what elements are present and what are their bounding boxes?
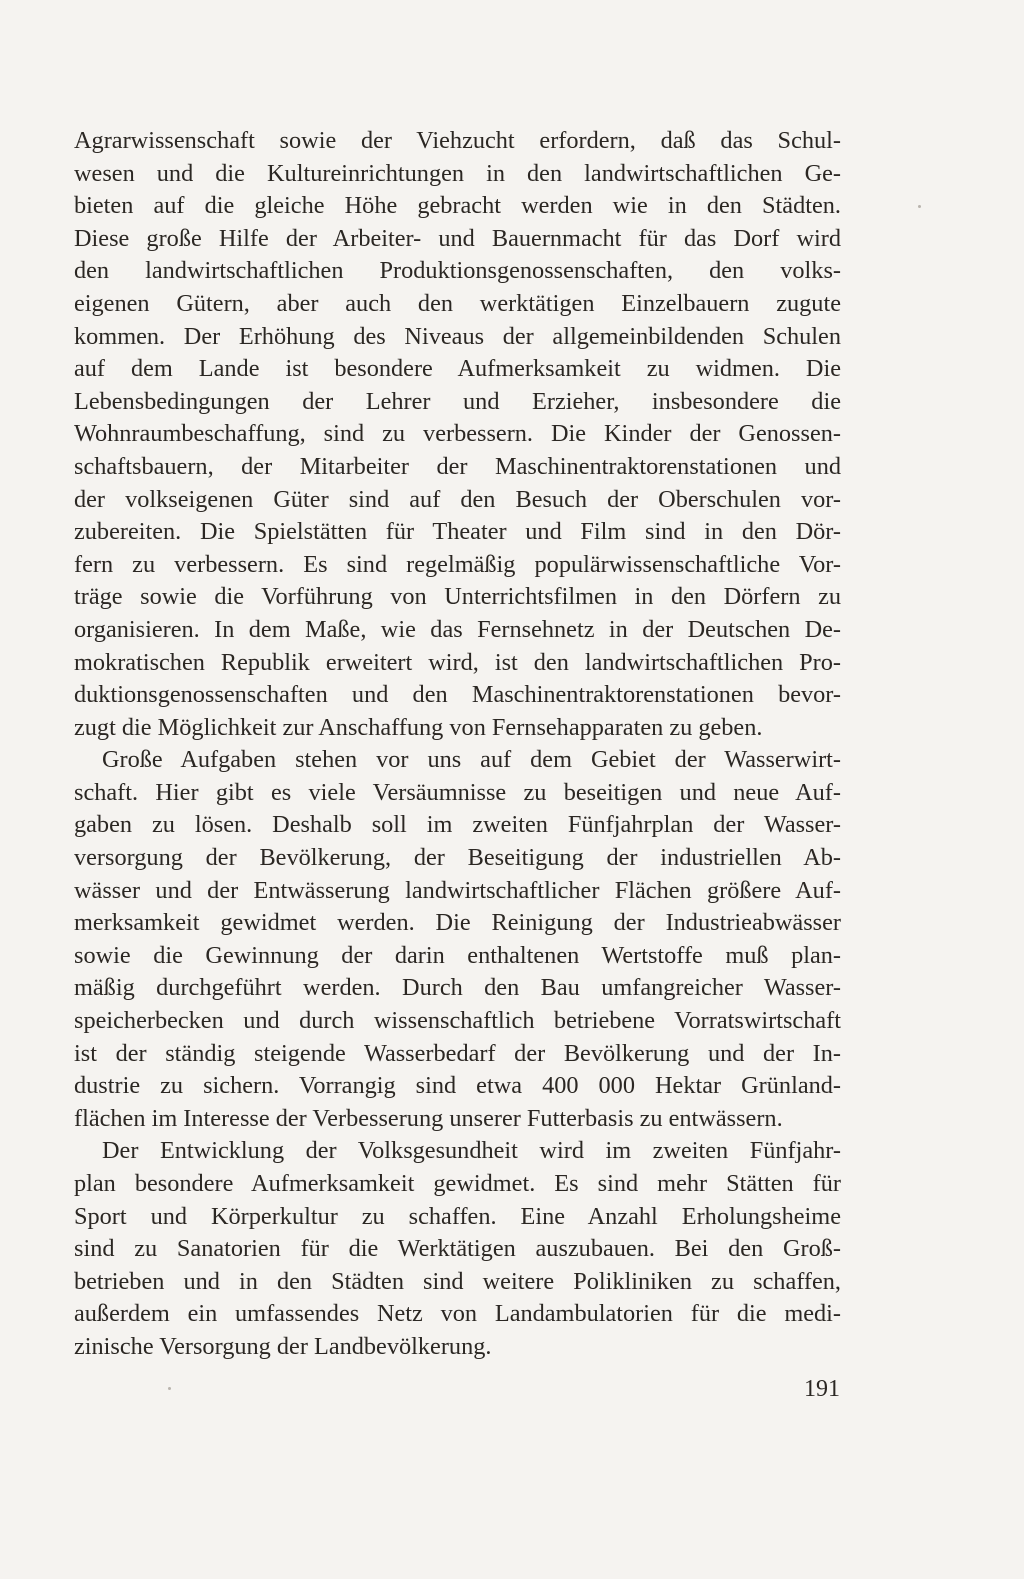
paper-speck xyxy=(918,205,921,208)
text-line: eigenen Gütern, aber auch den werktätigen Einzelbauern zugute xyxy=(74,289,841,317)
text-line: kommen. Der Erhöhung des Niveaus der allgemeinbildenden Schulen xyxy=(74,322,841,350)
text-line: schaft. Hier gibt es viele Versäumnisse zu beseitigen und neue Auf- xyxy=(74,778,841,806)
text-line: organisieren. In dem Maße, wie das Fernsehnetz in der Deutschen De- xyxy=(74,615,841,643)
body-text xyxy=(74,125,841,1364)
text-line: dustrie zu sichern. Vorrangig sind etwa 400 000 Hektar Grünland- xyxy=(74,1072,841,1100)
text-line: Der Entwicklung der Volksgesundheit wird im zweiten Fünfjahr- xyxy=(102,1137,841,1165)
text-line: bieten auf die gleiche Höhe gebracht werden wie in den Städten. xyxy=(74,192,841,220)
text-line: ist der ständig steigende Wasserbedarf der Bevölkerung und der In- xyxy=(74,1039,841,1067)
text-line: duktionsgenossenschaften und den Maschinentraktorenstationen bevor- xyxy=(74,681,841,709)
text-line: zinische Versorgung der Landbevölkerung. xyxy=(74,1332,492,1360)
text-line: Agrarwissenschaft sowie der Viehzucht erfordern, daß das Schul- xyxy=(74,127,841,154)
text-line: Diese große Hilfe der Arbeiter- und Bauernmacht für das Dorf wird xyxy=(74,224,841,252)
text-line: plan besondere Aufmerksamkeit gewidmet. Es sind mehr Stätten für xyxy=(74,1170,841,1197)
text-line: auf dem Lande ist besondere Aufmerksamkeit zu widmen. Die xyxy=(74,355,841,383)
paragraph xyxy=(74,744,841,1135)
text-line: versorgung der Bevölkerung, der Beseitigung der industriellen Ab- xyxy=(74,844,841,872)
paragraph xyxy=(74,1135,841,1363)
text-line: außerdem ein umfassendes Netz von Landambulatorien für die medi- xyxy=(74,1300,841,1328)
text-line: merksamkeit gewidmet werden. Die Reinigung der Industrieabwässer xyxy=(74,909,841,937)
text-line: Große Aufgaben stehen vor uns auf dem Gebiet der Wasserwirt- xyxy=(102,746,841,774)
text-line: betrieben und in den Städten sind weitere Polikliniken zu schaffen, xyxy=(74,1267,841,1295)
text-line: speicherbecken und durch wissenschaftlich betriebene Vorratswirtschaft xyxy=(74,1007,841,1035)
text-line: der volkseigenen Güter sind auf den Besuch der Oberschulen vor- xyxy=(74,485,841,513)
text-line: Sport und Körperkultur zu schaffen. Eine Anzahl Erholungsheime xyxy=(74,1202,841,1230)
text-line: sind zu Sanatorien für die Werktätigen auszubauen. Bei den Groß- xyxy=(74,1235,841,1263)
text-line: mäßig durchgeführt werden. Durch den Bau umfangreicher Wasser- xyxy=(74,974,841,1002)
page-number: 191 xyxy=(804,1376,840,1402)
text-line: mokratischen Republik erweitert wird, ist den landwirtschaftlichen Pro- xyxy=(74,648,841,676)
paragraph xyxy=(74,125,841,744)
text-line: Wohnraumbeschaffung, sind zu verbessern. Die Kinder der Genossen- xyxy=(74,420,841,448)
text-line: zugt die Möglichkeit zur Anschaffung von Fernsehapparaten zu geben. xyxy=(74,713,763,741)
text-line: zubereiten. Die Spielstätten für Theater und Film sind in den Dör- xyxy=(74,518,841,546)
text-line: schaftsbauern, der Mitarbeiter der Maschinentraktorenstationen und xyxy=(74,452,841,480)
paper-speck xyxy=(168,1387,171,1390)
text-line: träge sowie die Vorführung von Unterrichtsfilmen in den Dörfern zu xyxy=(74,583,841,611)
text-line: flächen im Interesse der Verbesserung unserer Futterbasis zu entwässern. xyxy=(74,1104,783,1132)
text-line: gaben zu lösen. Deshalb soll im zweiten Fünfjahrplan der Wasser- xyxy=(74,811,841,839)
text-line: Lebensbedingungen der Lehrer und Erzieher, insbesondere die xyxy=(74,387,841,415)
text-line: wesen und die Kultureinrichtungen in den landwirtschaftlichen Ge- xyxy=(74,159,841,187)
text-line: wässer und der Entwässerung landwirtschaftlicher Flächen größere Auf- xyxy=(74,876,841,904)
text-line: fern zu verbessern. Es sind regelmäßig populärwissenschaftliche Vor- xyxy=(74,550,841,578)
text-line: sowie die Gewinnung der darin enthaltenen Wertstoffe muß plan- xyxy=(74,941,841,969)
text-line: den landwirtschaftlichen Produktionsgenossenschaften, den volks- xyxy=(74,257,841,285)
